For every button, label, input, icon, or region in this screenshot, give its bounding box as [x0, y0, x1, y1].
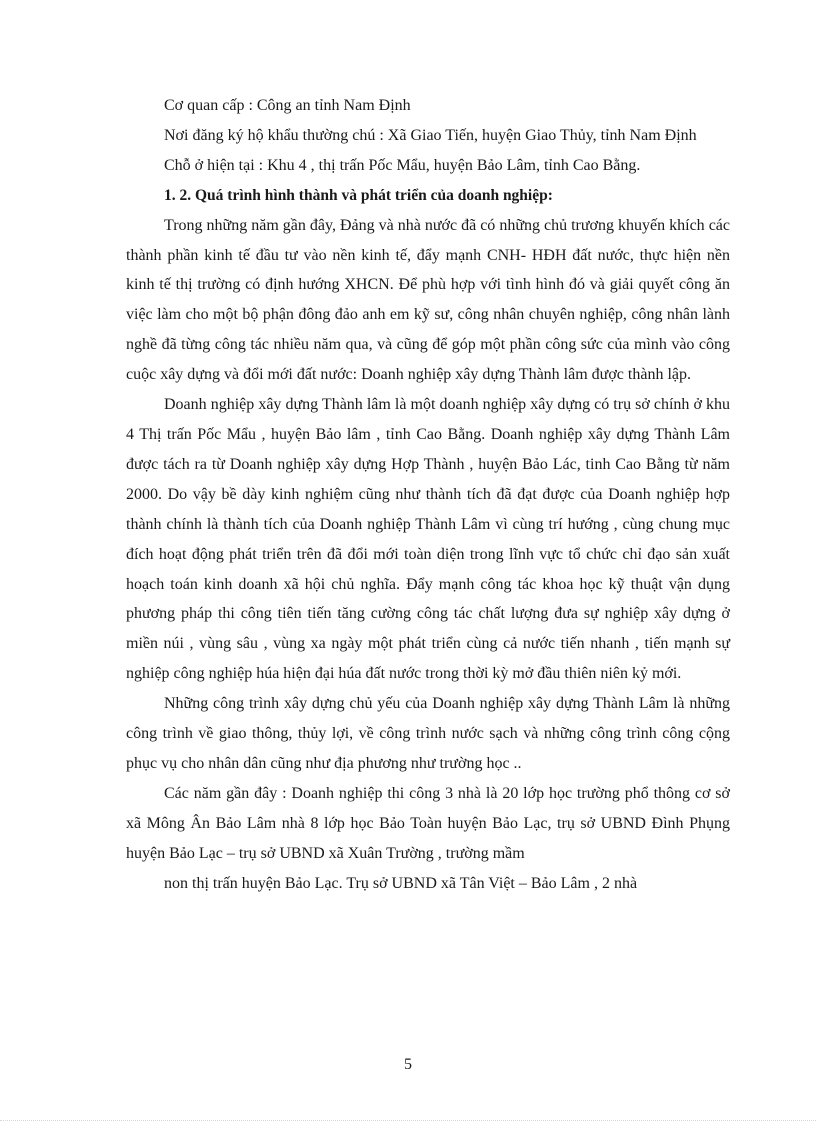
permanent-residence-line: Nơi đăng ký hộ khẩu thường chú : Xã Giao Tiến, huyện Giao Thủy, tỉnh Nam Định	[164, 126, 697, 144]
paragraph-company-profile: Doanh nghiệp xây dựng Thành lâm là một doanh nghiệp xây dựng có trụ sở chính ở khu 4 Thị trấn Pốc Mẩu , huyện Bảo lâm , tỉnh Cao Bằng. Doanh nghiệp xây dựng Thành Lâm được tách ra từ Doanh nghiệp xây dựng Hợp Thành , huyện Bảo Lác, tinh Cao Bằng từ năm 2000. Do vậy bề dày kinh nghiệm cũng như thành tích đã đạt được của Doanh nghiệp hợp thành chính là thành tích của Doanh nghiệp Thành Lâm vì cùng trí hướng , cùng chung mục đích hoạt động phát triển trên đã đổi mới toàn diện trong lĩnh vực tổ chức chỉ đạo sản xuất hoạch toán kinh doanh xã hội chủ nghĩa. Đẩy mạnh công tác khoa học kỹ thuật vận dụng phương pháp thi công tiên tiến tăng cường công tác chất lượng đưa sự nghiệp xây dựng ở miền núi , vùng sâu , vùng xa ngày một phát triển cùng cả nước tiến nhanh , tiến mạnh sự nghiệp công nghiệp húa hiện đại húa đất nước trong thời kỳ mở đầu thiên niên kỷ mới.	[126, 396, 730, 683]
paragraph-continuation: non thị trấn huyện Bảo Lạc. Trụ sở UBND xã Tân Việt – Bảo Lâm , 2 nhà	[164, 874, 638, 892]
issuing-authority-line: Cơ quan cấp : Công an tỉnh Nam Định	[164, 97, 411, 114]
paragraph-main-projects: Những công trình xây dựng chủ yếu của Doanh nghiệp xây dựng Thành Lâm là những công trình về giao thông, thủy lợi, về công trình nước sạch và những công trình công cộng phục vụ cho nhân dân cũng như địa phương như trường học ..	[126, 695, 730, 772]
page-bottom-rule	[0, 1120, 816, 1121]
paragraph-background: Trong những năm gần đây, Đảng và nhà nước đã có những chủ trương khuyến khích các thành phần kinh tế đầu tư vào nền kinh tế, đẩy mạnh CNH- HĐH đất nước, thực hiện nền kinh tế thị trường có định hướng XHCN. Để phù hợp với tình hình đó và giải quyết công ăn việc làm cho một bộ phận đông đảo anh em kỹ sư, công nhân chuyên nghiệp, công nhân lành nghề đã từng công tác nhiều năm qua, và cũng để góp một phần công sức của mình vào công cuộc xây dựng và đổi mới đất nước: Doanh nghiệp xây dựng Thành lâm được thành lập.	[126, 216, 730, 384]
document-body	[126, 91, 730, 898]
section-heading: 1. 2. Quá trình hình thành và phát triển của doanh nghiệp:	[164, 186, 553, 204]
current-residence-line: Chỗ ở hiện tại : Khu 4 , thị trấn Pốc Mẩu, huyện Bảo Lâm, tỉnh Cao Bằng.	[164, 156, 641, 174]
page-number: 5	[404, 1056, 412, 1073]
paragraph-recent-projects: Các năm gần đây : Doanh nghiệp thi công 3 nhà là 20 lớp học trường phổ thông cơ sở xã Mông Ân Bảo Lâm nhà 8 lớp học Bảo Toàn huyện Bảo Lạc, trụ sở UBND Đình Phụng huyện Bảo Lạc – trụ sở UBND xã Xuân Trường , trường mầm	[126, 784, 730, 862]
